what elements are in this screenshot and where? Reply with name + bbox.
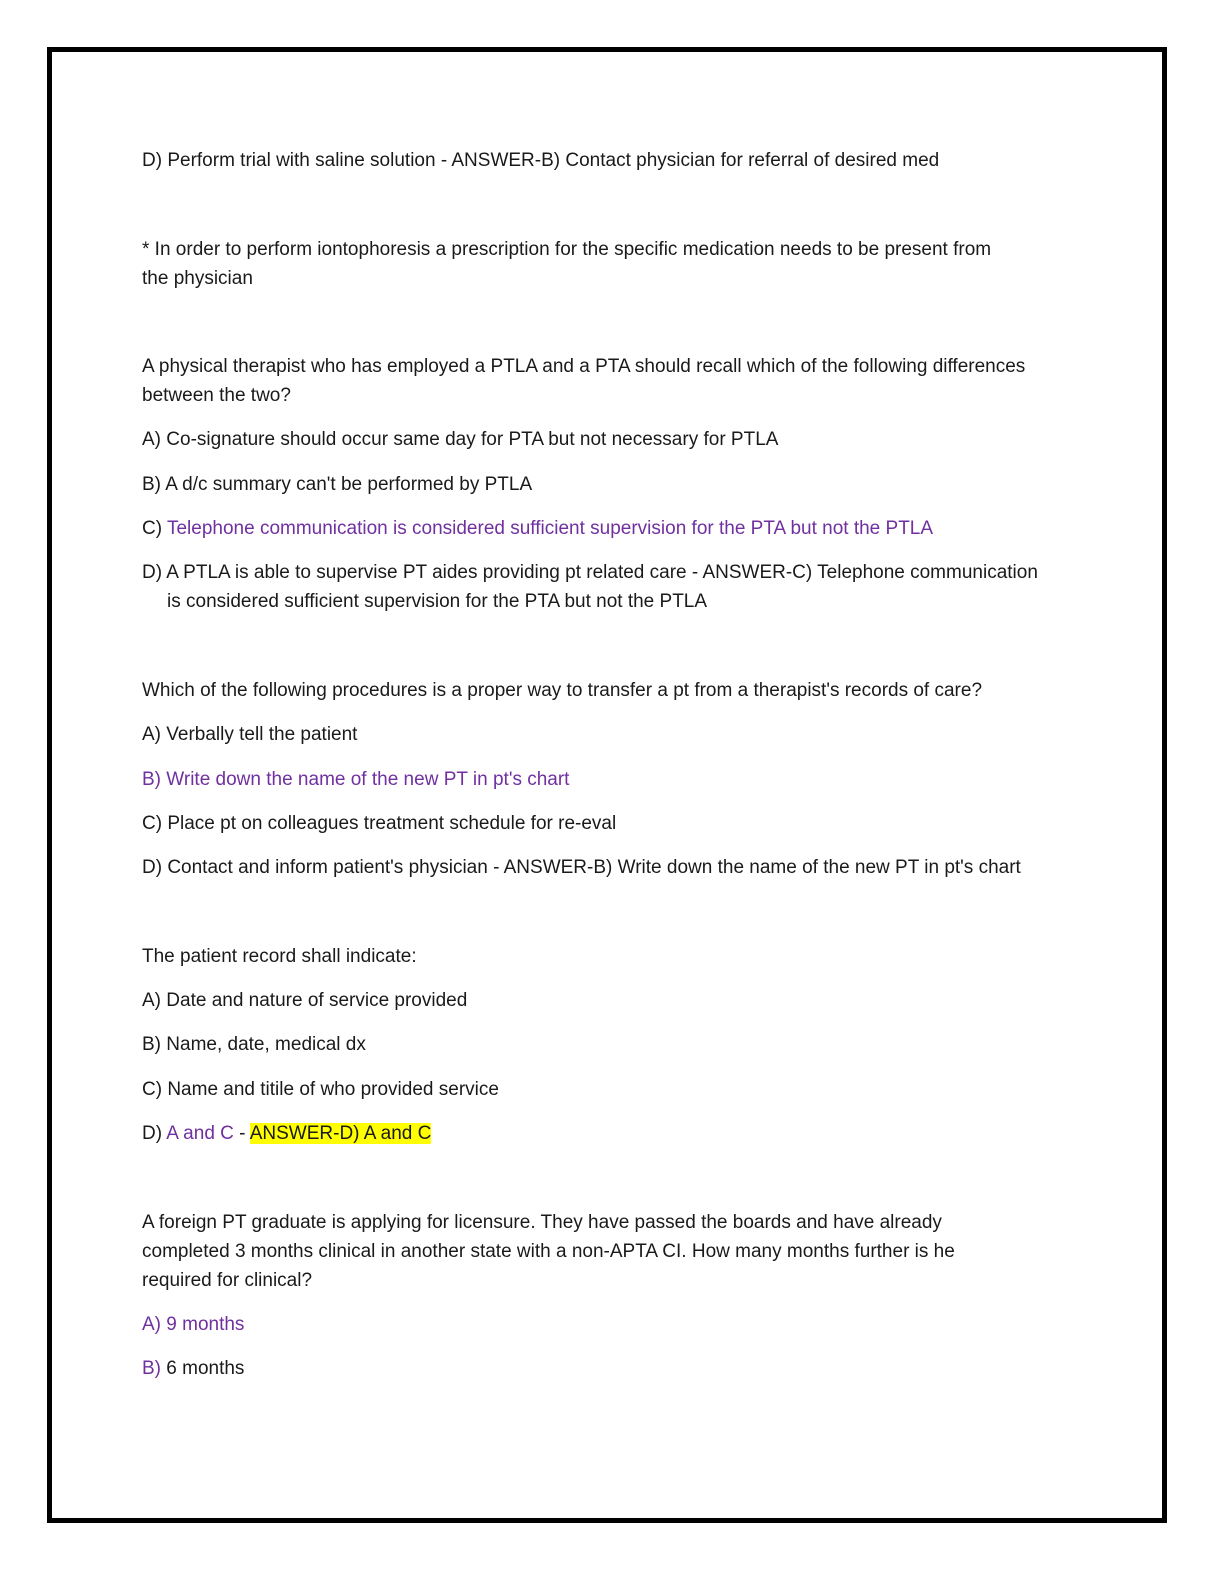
question-ptla-pta-line-2: between the two? (142, 385, 291, 406)
highlighted-answer: ANSWER-D) A and C (249, 1123, 432, 1144)
option-b-text: 6 months (161, 1358, 245, 1379)
option-b-prefix: B) (142, 769, 167, 790)
question-foreign-graduate-line-3: required for clinical? (142, 1270, 313, 1291)
option-d-line-1: D) A PTLA is able to supervise PT aides providing pt related care - ANSWER-C) Telephone communication (142, 562, 1038, 583)
option-d: D) Contact and inform patient's physician - ANSWER-B) Write down the name of the new PT in pt's chart (142, 857, 1021, 878)
option-c: C) Name and titile of who provided service (142, 1079, 499, 1100)
note-line-2: the physician (142, 268, 253, 289)
question-foreign-graduate-line-1: A foreign PT graduate is applying for licensure. They have passed the boards and have already (142, 1212, 942, 1233)
option-d-separator: - (233, 1123, 250, 1144)
option-b: B) Name, date, medical dx (142, 1034, 366, 1055)
option-b (142, 1354, 244, 1383)
option-d-prefix: D) (142, 1123, 167, 1144)
question-foreign-graduate-line-2: completed 3 months clinical in another state with a non-APTA CI. How many months further is he (142, 1241, 955, 1262)
option-c: C) Place pt on colleagues treatment schedule for re-eval (142, 813, 617, 834)
question-patient-record: The patient record shall indicate: (142, 946, 417, 967)
option-d-text: A and C (166, 1123, 234, 1144)
question-transfer: Which of the following procedures is a proper way to transfer a pt from a therapist's records of care? (142, 680, 983, 701)
option-b (142, 765, 569, 794)
option-a: A) Verbally tell the patient (142, 724, 358, 745)
option-c-text: Telephone communication is considered sufficient supervision for the PTA but not the PTLA (166, 518, 934, 539)
option-d (142, 1119, 431, 1148)
option-b-prefix: B) (142, 1358, 161, 1379)
option-a: A) Co-signature should occur same day for PTA but not necessary for PTLA (142, 429, 779, 450)
option-a: A) 9 months (142, 1314, 245, 1335)
question-ptla-pta-line-1: A physical therapist who has employed a PTLA and a PTA should recall which of the following differences (142, 356, 1026, 377)
option-c (142, 514, 933, 543)
option-d-line-2: is considered sufficient supervision for the PTA but not the PTLA (167, 591, 708, 612)
answer-line-saline: D) Perform trial with saline solution - ANSWER-B) Contact physician for referral of desired med (142, 150, 940, 171)
option-c-prefix: C) (142, 518, 167, 539)
note-line-1: * In order to perform iontophoresis a prescription for the specific medication needs to be present from (142, 239, 992, 260)
option-b: B) A d/c summary can't be performed by PTLA (142, 474, 533, 495)
option-a: A) Date and nature of service provided (142, 990, 468, 1011)
option-b-text: Write down the name of the new PT in pt's chart (166, 769, 570, 790)
